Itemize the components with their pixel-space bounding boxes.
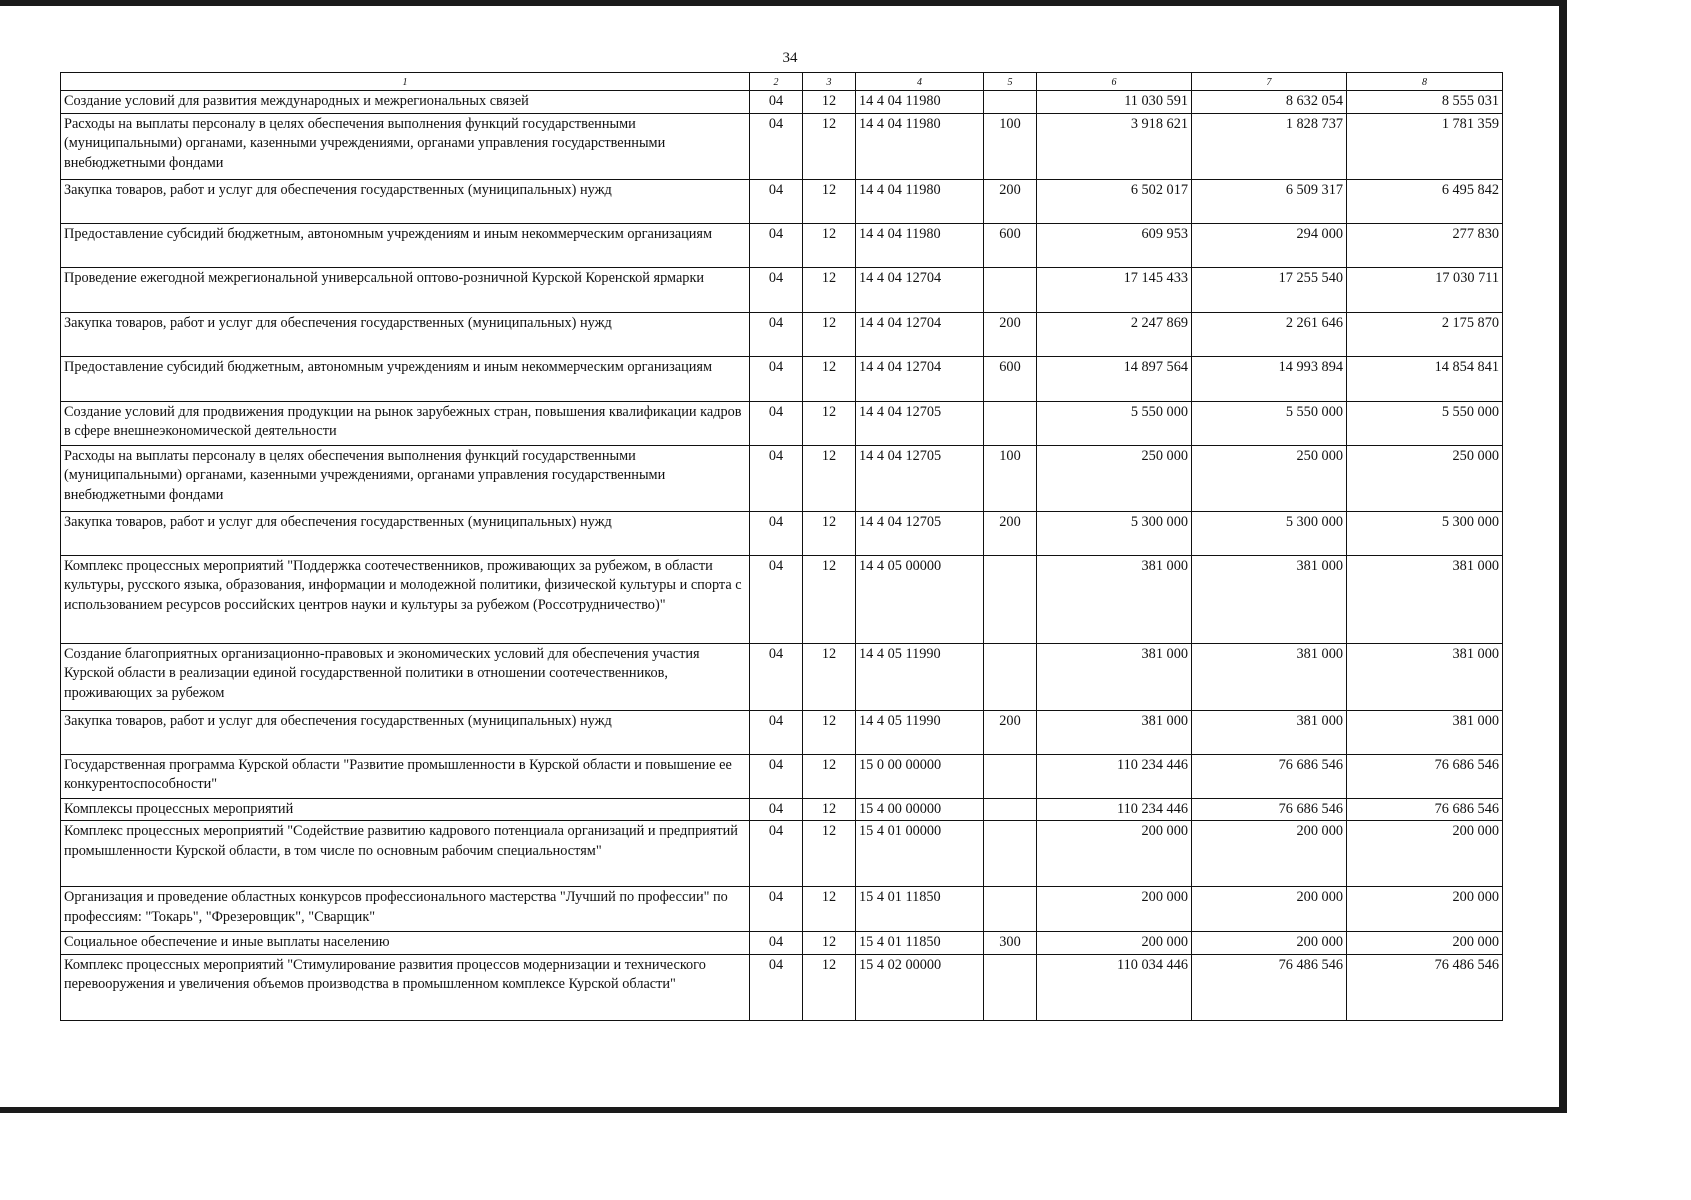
row-name: Создание условий для развития международных и межрегиональных связей bbox=[61, 91, 750, 114]
row-section: 04 bbox=[750, 754, 803, 798]
table-row bbox=[61, 643, 1503, 710]
table-row bbox=[61, 555, 1503, 643]
row-target-code: 14 4 04 12705 bbox=[856, 401, 984, 445]
table-row bbox=[61, 401, 1503, 445]
row-subsection: 12 bbox=[803, 223, 856, 267]
row-name: Комплекс процессных мероприятий "Содействие развитию кадрового потенциала организаций и предприятий промышленности Курской области, в том числе по основным рабочим специальностям" bbox=[61, 821, 750, 887]
row-amount-year-3: 5 300 000 bbox=[1347, 511, 1503, 555]
row-subsection: 12 bbox=[803, 91, 856, 114]
row-amount-year-2: 200 000 bbox=[1192, 821, 1347, 887]
row-expense-type bbox=[984, 91, 1037, 114]
row-subsection: 12 bbox=[803, 312, 856, 356]
row-section: 04 bbox=[750, 267, 803, 312]
row-amount-year-1: 381 000 bbox=[1037, 710, 1192, 754]
row-amount-year-3: 381 000 bbox=[1347, 643, 1503, 710]
table-row bbox=[61, 445, 1503, 511]
row-expense-type bbox=[984, 798, 1037, 821]
scan-border-right bbox=[1559, 0, 1567, 1113]
row-amount-year-1: 6 502 017 bbox=[1037, 179, 1192, 223]
row-amount-year-1: 381 000 bbox=[1037, 643, 1192, 710]
header-cell-6: 6 bbox=[1037, 73, 1192, 91]
row-amount-year-2: 381 000 bbox=[1192, 555, 1347, 643]
row-amount-year-3: 200 000 bbox=[1347, 887, 1503, 932]
row-name: Закупка товаров, работ и услуг для обеспечения государственных (муниципальных) нужд bbox=[61, 179, 750, 223]
row-section: 04 bbox=[750, 954, 803, 1020]
table-row bbox=[61, 179, 1503, 223]
row-subsection: 12 bbox=[803, 798, 856, 821]
row-section: 04 bbox=[750, 932, 803, 955]
row-amount-year-3: 76 686 546 bbox=[1347, 798, 1503, 821]
row-amount-year-2: 14 993 894 bbox=[1192, 356, 1347, 401]
row-expense-type bbox=[984, 555, 1037, 643]
table-row bbox=[61, 267, 1503, 312]
row-name: Комплекс процессных мероприятий "Стимулирование развития процессов модернизации и технического перевооружения и увеличения объемов производства в промышленном комплексе Курской области" bbox=[61, 954, 750, 1020]
row-amount-year-1: 3 918 621 bbox=[1037, 113, 1192, 179]
row-amount-year-2: 250 000 bbox=[1192, 445, 1347, 511]
header-cell-8: 8 bbox=[1347, 73, 1503, 91]
row-target-code: 14 4 05 11990 bbox=[856, 710, 984, 754]
row-amount-year-1: 200 000 bbox=[1037, 887, 1192, 932]
row-name: Комплексы процессных мероприятий bbox=[61, 798, 750, 821]
row-section: 04 bbox=[750, 555, 803, 643]
row-expense-type: 200 bbox=[984, 179, 1037, 223]
table-row bbox=[61, 91, 1503, 114]
row-name: Расходы на выплаты персоналу в целях обеспечения выполнения функций государственными (муниципальными) органами, казенными учреждениями, органами управления государственными внебюджетными фондами bbox=[61, 445, 750, 511]
row-amount-year-2: 381 000 bbox=[1192, 710, 1347, 754]
row-amount-year-1: 200 000 bbox=[1037, 932, 1192, 955]
row-expense-type: 600 bbox=[984, 356, 1037, 401]
row-expense-type: 600 bbox=[984, 223, 1037, 267]
row-target-code: 14 4 04 12705 bbox=[856, 511, 984, 555]
row-amount-year-3: 200 000 bbox=[1347, 932, 1503, 955]
row-amount-year-3: 2 175 870 bbox=[1347, 312, 1503, 356]
row-name: Предоставление субсидий бюджетным, автономным учреждениям и иным некоммерческим организациям bbox=[61, 356, 750, 401]
table-row bbox=[61, 710, 1503, 754]
scan-border-top bbox=[0, 0, 1567, 6]
row-subsection: 12 bbox=[803, 887, 856, 932]
row-amount-year-2: 381 000 bbox=[1192, 643, 1347, 710]
row-target-code: 14 4 04 11980 bbox=[856, 179, 984, 223]
row-amount-year-2: 2 261 646 bbox=[1192, 312, 1347, 356]
row-name: Организация и проведение областных конкурсов профессионального мастерства "Лучший по профессии" по профессиям: "Токарь", "Фрезеровщик", "Сварщик" bbox=[61, 887, 750, 932]
row-amount-year-1: 17 145 433 bbox=[1037, 267, 1192, 312]
row-subsection: 12 bbox=[803, 954, 856, 1020]
row-name: Расходы на выплаты персоналу в целях обеспечения выполнения функций государственными (муниципальными) органами, казенными учреждениями, органами управления государственными внебюджетными фондами bbox=[61, 113, 750, 179]
row-expense-type bbox=[984, 267, 1037, 312]
table-row bbox=[61, 821, 1503, 887]
row-expense-type: 100 bbox=[984, 113, 1037, 179]
row-target-code: 15 0 00 00000 bbox=[856, 754, 984, 798]
row-target-code: 15 4 01 11850 bbox=[856, 887, 984, 932]
row-subsection: 12 bbox=[803, 932, 856, 955]
row-expense-type bbox=[984, 401, 1037, 445]
row-amount-year-1: 609 953 bbox=[1037, 223, 1192, 267]
budget-table bbox=[60, 72, 1503, 1021]
row-amount-year-1: 110 234 446 bbox=[1037, 798, 1192, 821]
row-subsection: 12 bbox=[803, 710, 856, 754]
row-name: Создание условий для продвижения продукции на рынок зарубежных стран, повышения квалификации кадров в сфере внешнеэкономической деятельности bbox=[61, 401, 750, 445]
page-number: 34 bbox=[782, 50, 798, 66]
header-row bbox=[61, 73, 1503, 91]
row-subsection: 12 bbox=[803, 179, 856, 223]
row-amount-year-3: 250 000 bbox=[1347, 445, 1503, 511]
row-amount-year-3: 6 495 842 bbox=[1347, 179, 1503, 223]
table-row bbox=[61, 954, 1503, 1020]
table-row bbox=[61, 223, 1503, 267]
row-amount-year-1: 5 300 000 bbox=[1037, 511, 1192, 555]
row-amount-year-3: 14 854 841 bbox=[1347, 356, 1503, 401]
row-amount-year-3: 76 686 546 bbox=[1347, 754, 1503, 798]
row-section: 04 bbox=[750, 179, 803, 223]
row-section: 04 bbox=[750, 798, 803, 821]
row-amount-year-1: 381 000 bbox=[1037, 555, 1192, 643]
row-amount-year-2: 76 686 546 bbox=[1192, 798, 1347, 821]
row-amount-year-1: 11 030 591 bbox=[1037, 91, 1192, 114]
table-row bbox=[61, 356, 1503, 401]
row-amount-year-1: 200 000 bbox=[1037, 821, 1192, 887]
row-section: 04 bbox=[750, 401, 803, 445]
row-amount-year-3: 76 486 546 bbox=[1347, 954, 1503, 1020]
row-expense-type: 200 bbox=[984, 312, 1037, 356]
row-name: Закупка товаров, работ и услуг для обеспечения государственных (муниципальных) нужд bbox=[61, 312, 750, 356]
row-amount-year-3: 381 000 bbox=[1347, 710, 1503, 754]
table-row bbox=[61, 312, 1503, 356]
table-row bbox=[61, 511, 1503, 555]
row-subsection: 12 bbox=[803, 821, 856, 887]
row-section: 04 bbox=[750, 887, 803, 932]
row-expense-type bbox=[984, 954, 1037, 1020]
row-expense-type bbox=[984, 754, 1037, 798]
row-name: Закупка товаров, работ и услуг для обеспечения государственных (муниципальных) нужд bbox=[61, 511, 750, 555]
row-amount-year-3: 1 781 359 bbox=[1347, 113, 1503, 179]
row-section: 04 bbox=[750, 445, 803, 511]
scan-border-bottom bbox=[0, 1107, 1567, 1113]
row-target-code: 15 4 02 00000 bbox=[856, 954, 984, 1020]
row-subsection: 12 bbox=[803, 356, 856, 401]
row-target-code: 14 4 05 11990 bbox=[856, 643, 984, 710]
row-section: 04 bbox=[750, 113, 803, 179]
row-amount-year-2: 17 255 540 bbox=[1192, 267, 1347, 312]
header-cell-7: 7 bbox=[1192, 73, 1347, 91]
row-section: 04 bbox=[750, 91, 803, 114]
row-expense-type: 100 bbox=[984, 445, 1037, 511]
row-name: Комплекс процессных мероприятий "Поддержка соотечественников, проживающих за рубежом, в области культуры, русского языка, образования, информации и молодежной политики, физической культуры и спорта с использованием ресурсов российских центров науки и культуры за рубежом (Россотрудничество)" bbox=[61, 555, 750, 643]
table-row bbox=[61, 113, 1503, 179]
row-target-code: 14 4 04 12704 bbox=[856, 312, 984, 356]
row-target-code: 14 4 05 00000 bbox=[856, 555, 984, 643]
row-amount-year-1: 110 234 446 bbox=[1037, 754, 1192, 798]
row-amount-year-3: 17 030 711 bbox=[1347, 267, 1503, 312]
row-expense-type bbox=[984, 821, 1037, 887]
row-amount-year-2: 5 300 000 bbox=[1192, 511, 1347, 555]
row-expense-type: 200 bbox=[984, 511, 1037, 555]
row-target-code: 15 4 01 11850 bbox=[856, 932, 984, 955]
header-cell-2: 2 bbox=[750, 73, 803, 91]
row-target-code: 15 4 00 00000 bbox=[856, 798, 984, 821]
row-target-code: 15 4 01 00000 bbox=[856, 821, 984, 887]
table-row bbox=[61, 887, 1503, 932]
row-amount-year-1: 14 897 564 bbox=[1037, 356, 1192, 401]
row-name: Социальное обеспечение и иные выплаты населению bbox=[61, 932, 750, 955]
row-amount-year-2: 1 828 737 bbox=[1192, 113, 1347, 179]
row-amount-year-2: 200 000 bbox=[1192, 932, 1347, 955]
row-expense-type: 300 bbox=[984, 932, 1037, 955]
row-section: 04 bbox=[750, 356, 803, 401]
row-amount-year-2: 294 000 bbox=[1192, 223, 1347, 267]
row-amount-year-3: 381 000 bbox=[1347, 555, 1503, 643]
row-section: 04 bbox=[750, 223, 803, 267]
row-subsection: 12 bbox=[803, 555, 856, 643]
row-section: 04 bbox=[750, 710, 803, 754]
row-amount-year-3: 277 830 bbox=[1347, 223, 1503, 267]
row-section: 04 bbox=[750, 643, 803, 710]
row-target-code: 14 4 04 12704 bbox=[856, 356, 984, 401]
row-name: Государственная программа Курской области "Развитие промышленности в Курской области и повышение ее конкурентоспособности" bbox=[61, 754, 750, 798]
row-subsection: 12 bbox=[803, 754, 856, 798]
row-name: Закупка товаров, работ и услуг для обеспечения государственных (муниципальных) нужд bbox=[61, 710, 750, 754]
row-amount-year-1: 250 000 bbox=[1037, 445, 1192, 511]
row-name: Проведение ежегодной межрегиональной универсальной оптово-розничной Курской Коренской ярмарки bbox=[61, 267, 750, 312]
row-amount-year-1: 110 034 446 bbox=[1037, 954, 1192, 1020]
row-amount-year-2: 200 000 bbox=[1192, 887, 1347, 932]
row-section: 04 bbox=[750, 511, 803, 555]
row-amount-year-3: 200 000 bbox=[1347, 821, 1503, 887]
row-name: Предоставление субсидий бюджетным, автономным учреждениям и иным некоммерческим организациям bbox=[61, 223, 750, 267]
row-amount-year-1: 5 550 000 bbox=[1037, 401, 1192, 445]
row-target-code: 14 4 04 12705 bbox=[856, 445, 984, 511]
row-subsection: 12 bbox=[803, 113, 856, 179]
row-amount-year-2: 8 632 054 bbox=[1192, 91, 1347, 114]
row-amount-year-2: 5 550 000 bbox=[1192, 401, 1347, 445]
row-target-code: 14 4 04 11980 bbox=[856, 91, 984, 114]
row-amount-year-3: 8 555 031 bbox=[1347, 91, 1503, 114]
row-subsection: 12 bbox=[803, 267, 856, 312]
header-cell-3: 3 bbox=[803, 73, 856, 91]
row-target-code: 14 4 04 11980 bbox=[856, 223, 984, 267]
row-amount-year-2: 6 509 317 bbox=[1192, 179, 1347, 223]
table-row bbox=[61, 754, 1503, 798]
header-cell-5: 5 bbox=[984, 73, 1037, 91]
row-section: 04 bbox=[750, 312, 803, 356]
row-amount-year-2: 76 686 546 bbox=[1192, 754, 1347, 798]
row-section: 04 bbox=[750, 821, 803, 887]
row-amount-year-2: 76 486 546 bbox=[1192, 954, 1347, 1020]
row-expense-type bbox=[984, 887, 1037, 932]
row-expense-type bbox=[984, 643, 1037, 710]
row-expense-type: 200 bbox=[984, 710, 1037, 754]
table-row bbox=[61, 932, 1503, 955]
row-subsection: 12 bbox=[803, 511, 856, 555]
row-amount-year-1: 2 247 869 bbox=[1037, 312, 1192, 356]
row-subsection: 12 bbox=[803, 401, 856, 445]
row-target-code: 14 4 04 11980 bbox=[856, 113, 984, 179]
row-subsection: 12 bbox=[803, 643, 856, 710]
header-cell-1: 1 bbox=[61, 73, 750, 91]
row-name: Создание благоприятных организационно-правовых и экономических условий для обеспечения участия Курской области в реализации единой государственной политики в отношении соотечественников, проживающих за рубежом bbox=[61, 643, 750, 710]
row-subsection: 12 bbox=[803, 445, 856, 511]
row-amount-year-3: 5 550 000 bbox=[1347, 401, 1503, 445]
header-cell-4: 4 bbox=[856, 73, 984, 91]
row-target-code: 14 4 04 12704 bbox=[856, 267, 984, 312]
table-row bbox=[61, 798, 1503, 821]
